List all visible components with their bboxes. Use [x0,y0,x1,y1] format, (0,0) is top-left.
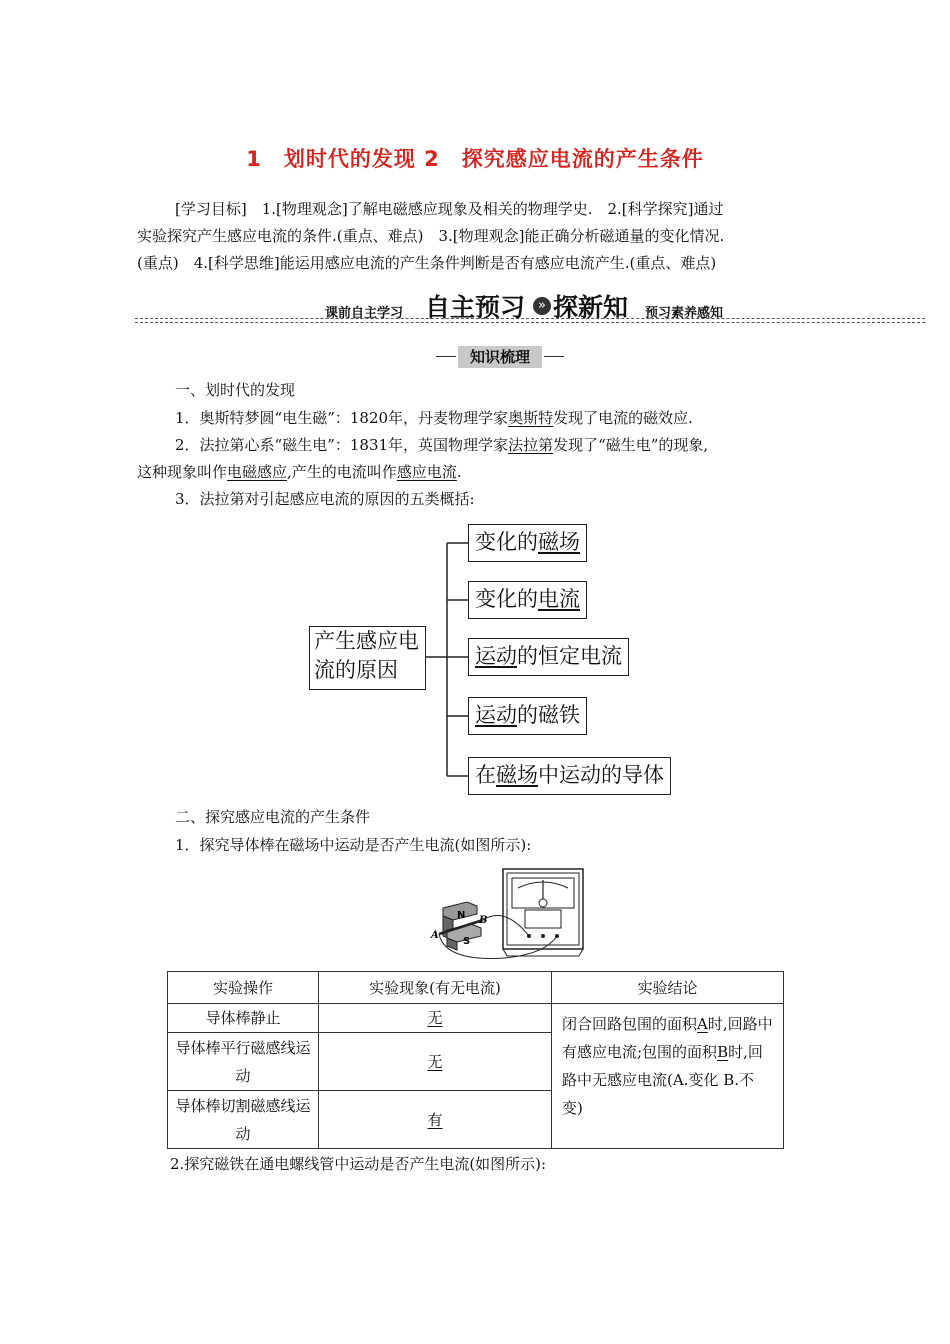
diagram-box-5-pre: 在 [475,763,496,787]
part1-item-3: 3．法拉第对引起感应电流的原因的五类概括: [175,490,475,508]
table-header-row [168,972,784,1004]
diagram-box-3 [468,638,629,676]
diagram-box-4-blank: 运动 [475,703,517,727]
part1-item-1-pre: 1．奥斯特梦圆“电生磁”：1820年，丹麦物理学家 [175,409,509,427]
page-title: 1 划时代的发现 2 探究感应电流的产生条件 [246,147,704,171]
goals-line-3: (重点) 4.[科学思维]能运用感应电流的产生条件判断是否有感应电流产生.(重点、难点) [137,254,717,272]
blank-conclusion-a: A [697,1015,708,1033]
table-cell-conclusion [552,1004,784,1149]
diagram-box-5 [468,757,671,795]
conclusion-text-3: 时,回路中无感应电流(A.变化 B.不变) [562,1043,763,1117]
part1-item-2-post: 发现了“磁生电”的现象, [553,436,709,454]
diagram-box-2-blank: 电流 [538,587,580,611]
conclusion-text-2: 时,回路中有感应电流;包围的面积 [562,1015,773,1061]
blank-oersted: 奥斯特 [508,409,554,427]
galvanometer-icon [503,869,583,956]
label-n: N [457,910,466,921]
diagram-box-1-blank: 磁场 [538,530,580,554]
table-cell-result [319,1004,552,1033]
diagram-box-3-blank: 运动 [475,644,517,668]
part1-item-2b-post: . [456,463,462,481]
diagram-box-4-post: 的磁铁 [517,703,580,727]
part1-item-2b-mid: ,产生的电流叫作 [287,463,397,481]
table-cell-operation: 导体棒切割磁感线运动 [168,1091,319,1149]
diagram-box-1-pre: 变化的 [475,530,538,554]
blank-result-1: 无 [427,1009,443,1027]
part2-item-2: 2.探究磁铁在通电螺线管中运动是否产生电流(如图所示): [170,1155,547,1173]
table-cell-operation: 导体棒静止 [168,1004,319,1033]
table-header: 实验操作 [168,972,319,1004]
part1-item-1-post: 发现了电流的磁效应. [553,409,693,427]
diagram-box-1 [468,524,587,562]
table-row [168,1004,784,1033]
goals-line-1: [学习目标] 1.[物理观念]了解电磁感应现象及相关的物理学史. 2.[科学探究]通过 [175,200,724,218]
diagram-box-2 [468,581,587,619]
experiment-figure [425,866,595,966]
blank-electromagnetic-induction: 电磁感应 [227,463,288,481]
table-cell-result [319,1033,552,1091]
part2-heading: 二、探究感应电流的产生条件 [175,808,371,826]
banner-arrow-icon: » [533,297,551,315]
blank-result-2: 无 [427,1052,443,1071]
part1-heading: 一、划时代的发现 [175,381,296,399]
table-cell-operation: 导体棒平行磁感线运动 [168,1033,319,1091]
part2-item-1: 1．探究导体棒在磁场中运动是否产生电流(如图所示): [175,836,532,854]
banner-left-text: 课前自主学习 [325,306,404,321]
blank-induced-current: 感应电流 [396,463,457,481]
table-header: 实验现象(有无电流) [319,972,552,1004]
diagram-box-5-blank: 磁场 [496,763,538,787]
diagram-box-2-pre: 变化的 [475,587,538,611]
banner-main-text-2: 探新知 [553,293,629,322]
diagram-box-5-post: 中运动的导体 [538,763,664,787]
diagram-main-box: 产生感应电流的原因 [309,626,426,690]
blank-conclusion-b: B [717,1043,729,1061]
blank-result-3: 有 [427,1110,443,1129]
conclusion-text-1: 闭合回路包围的面积 [562,1015,698,1033]
blank-faraday: 法拉第 [508,436,554,454]
table-cell-result [319,1091,552,1149]
goals-line-2: 实验探究产生感应电流的条件.(重点、难点) 3.[物理观念]能正确分析磁通量的变化情况. [137,227,725,245]
banner-main-text: 自主预习 [425,293,526,322]
table-header: 实验结论 [552,972,784,1004]
section-label: 知识梳理 [458,346,542,368]
diagram-box-4 [468,697,587,735]
label-a: A [431,930,439,941]
label-s: S [463,936,471,947]
label-b: B [479,915,488,926]
part1-item-2-pre: 2．法拉第心系“磁生电”：1831年，英国物理学家 [175,436,509,454]
diagram-box-3-post: 的恒定电流 [517,644,622,668]
part1-item-2b-pre: 这种现象叫作 [137,463,228,481]
experiment-table [167,971,784,1149]
banner-right-text: 预习素养感知 [645,306,724,321]
